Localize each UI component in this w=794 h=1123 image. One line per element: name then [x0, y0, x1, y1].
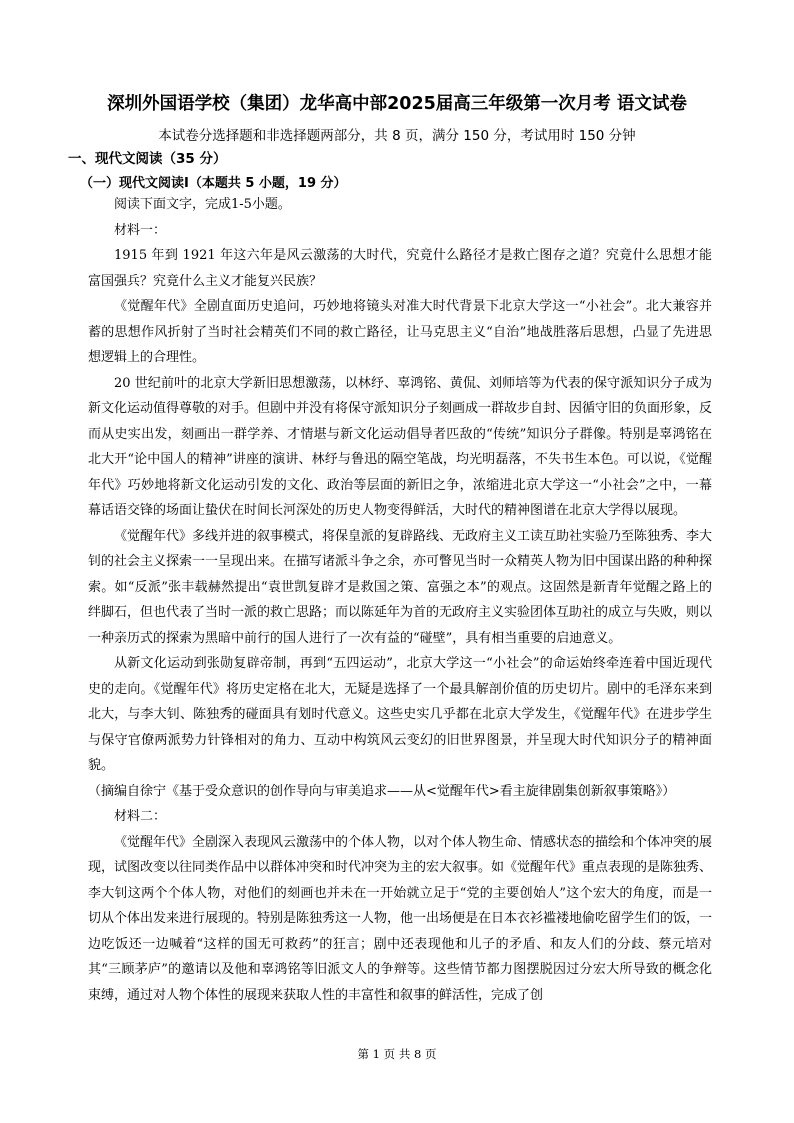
paragraph: 1915 年到 1921 年这六年是风云激荡的大时代，究竟什么路径才是救亡图存之道？究竟什么思想才能富国强兵？究竟什么主义才能复兴民族？: [88, 248, 712, 289]
material1-label: 材料一：: [114, 222, 167, 238]
paragraph: 《觉醒年代》全剧直面历史追问，巧妙地将镜头对准大时代背景下北京大学这一“小社会”。北大兼容并蓄的思想作风折射了当时社会精英们不同的救亡路径，让马克思主义“自治”地战胜落后思想，凸显了先进思想逻辑上的合理性。: [88, 299, 712, 365]
exam-subtitle: 本试卷分选择题和非选择题两部分，共 8 页，满分 150 分，考试用时 150 分钟: [158, 128, 636, 144]
reading-passage: [88, 192, 712, 1008]
citation: （摘编自徐宁《基于受众意识的创作导向与审美追求——从<觉醒年代>看主旋律剧集创新叙事策略》）: [88, 783, 676, 799]
section-heading: 一、现代文阅读（35 分）: [68, 151, 227, 167]
page-footer: 第 1 页 共 8 页: [357, 1047, 437, 1061]
section-subheading: （一）现代文阅读Ⅰ（本题共 5 小题，19 分）: [80, 176, 347, 191]
material2-label: 材料二：: [114, 809, 167, 824]
instruction-text: 阅读下面文字，完成1-5小题。: [114, 197, 291, 212]
paragraph: 《觉醒年代》全剧深入表现风云激荡中的个体人物，以对个体人物生命、情感状态的描绘和个体冲突的展现，试图改变以往同类作品中以群体冲突和时代冲突为主的宏大叙事。如《觉醒年代》重点表现的是陈独秀、李大钊这两个个体人物，对他们的刻画也并未在一开始就立足于“党的主要创始人”这个宏大的角度，而是一切从个体出发来进行展现的。特别是陈独秀这一人物，他一出场便是在日本衣衫褴褛地偷吃留学生们的饭，一边吃饭还一边喊着“这样的国无可救药”的狂言；剧中还表现他和儿子的矛盾、和友人们的分歧、蔡元培对其“三顾茅庐”的邀请以及他和辜鸿铭等旧派文人的争辩等。这些情节都力图摆脱因过分宏大所导致的概念化束缚，通过对人物个体性的展现来获取人性的丰富性和叙事的鲜活性，完成了创: [88, 834, 713, 1003]
paragraph: 从新文化运动到张勋复辟帝制，再到“五四运动”，北京大学这一“小社会”的命运始终牵连着中国近现代史的走向。《觉醒年代》将历史定格在北大，无疑是选择了一个最具解剖价值的历史切片。剧中的毛泽东来到北大，与李大钊、陈独秀的碰面具有划时代意义。这些史实几乎都在北京大学发生，《觉醒年代》在进步学生与保守官僚两派势力针锋相对的角力、互动中构筑风云变幻的旧世界图景，并呈现大时代知识分子的精神面貌。: [88, 656, 712, 773]
exam-title: 深圳外国语学校（集团）龙华高中部2025届高三年级第一次月考 语文试卷: [107, 94, 687, 114]
paragraph: 《觉醒年代》多线并进的叙事模式，将保皇派的复辟路线、无政府主义工读互助社实验乃至陈独秀、李大钊的社会主义探索一一呈现出来。在描写诸派斗争之余，亦可瞥见当时一众精英人物为旧中国谋出路的种种探索。如“反派”张丰载赫然提出“袁世凯复辟才是救国之策、富强之本”的观点。这固然是新青年觉醒之路上的绊脚石，但也代表了当时一派的救亡思路；而以陈延年为首的无政府主义实验团体互助社的成立与失败，则以一种亲历式的探索为黑暗中前行的国人进行了一次有益的“碰壁”，具有相当重要的启迪意义。: [88, 528, 713, 646]
paragraph: 20 世纪前叶的北京大学新旧思想激荡，以林纾、辜鸿铭、黄侃、刘师培等为代表的保守派知识分子成为新文化运动值得尊敬的对手。但剧中并没有将保守派知识分子刻画成一群故步自封、因循守旧的负面形象，反而从史实出发，刻画出一群学养、才情堪与新文化运动倡导者匹敌的“传统”知识分子群像。特别是辜鸿铭在北大开“论中国人的精神”讲座的演讲、林纾与鲁迅的隔空笔战，均光明磊落，不失书生本色。可以说，《觉醒年代》巧妙地将新文化运动引发的文化、政治等层面的新旧之争，浓缩进北京大学这一“小社会”之中，一幕幕话语交锋的场面让蛰伏在时间长河深处的历史人物变得鲜活，大时代的精神图谱在北京大学得以展现。: [88, 375, 713, 518]
